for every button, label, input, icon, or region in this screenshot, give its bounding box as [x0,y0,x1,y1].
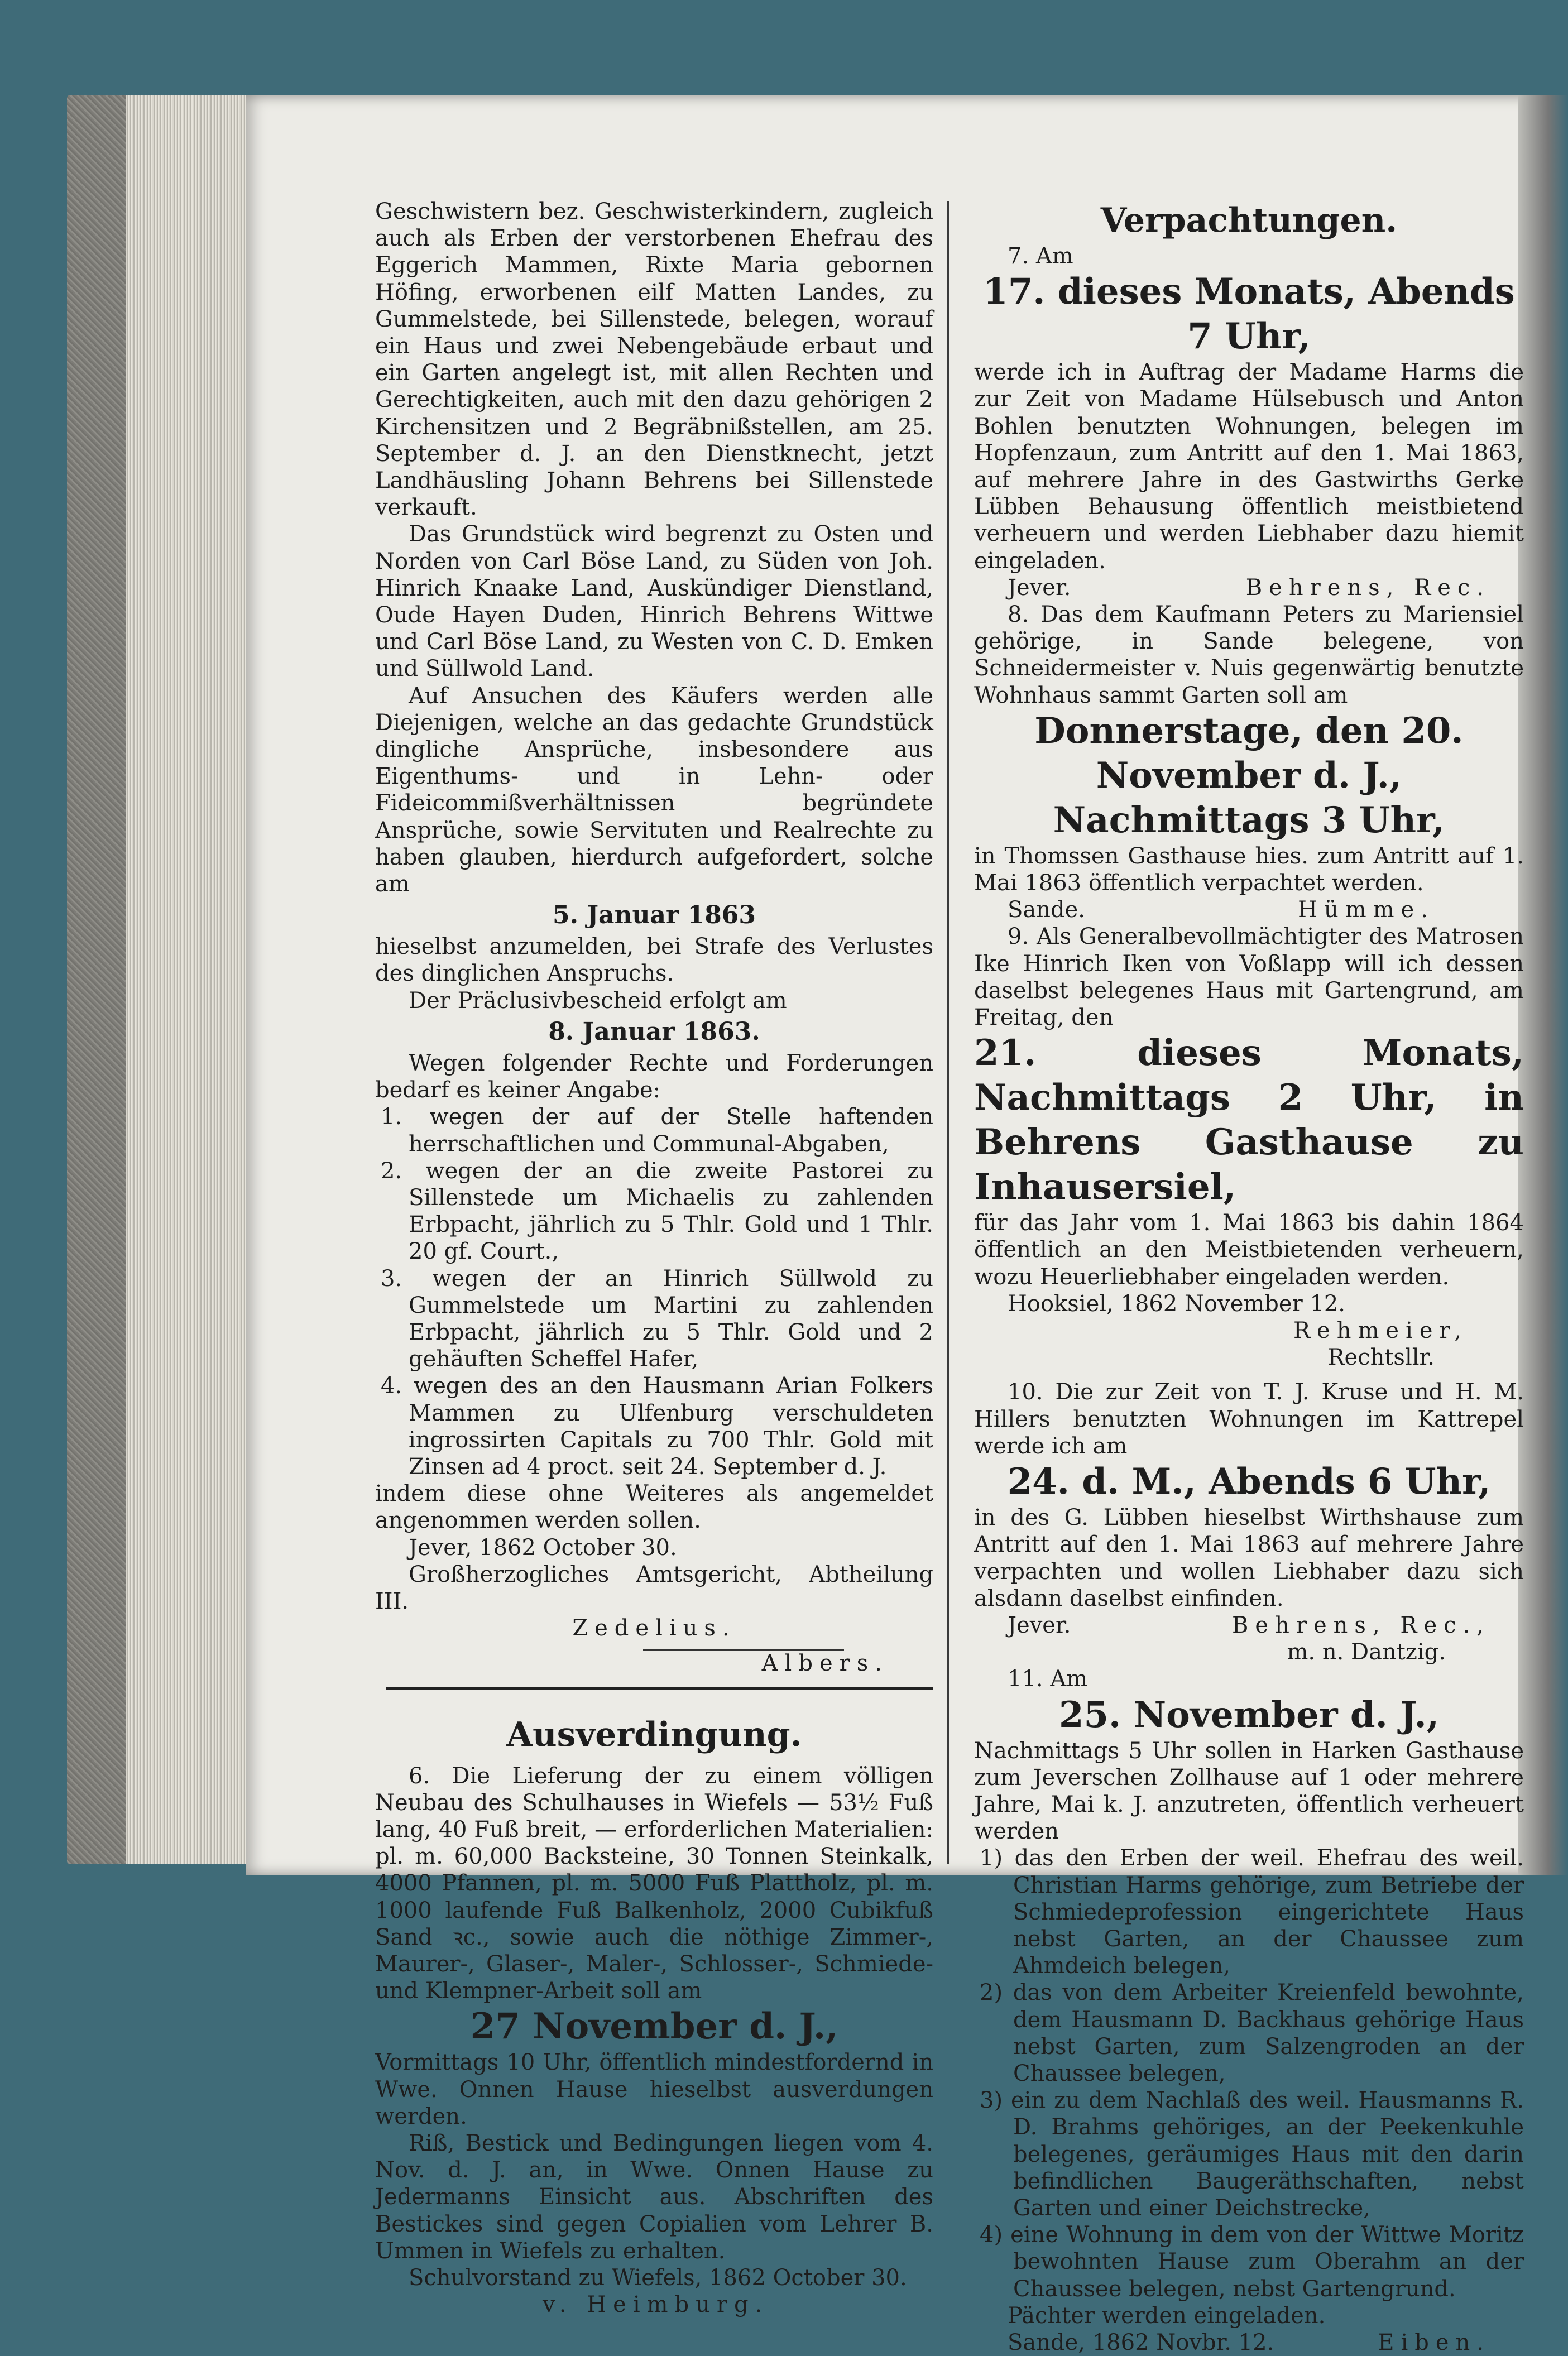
book-cover-board [67,95,134,1864]
notice-date: 8. Januar 1863. [548,1017,760,1046]
notice-date: Donnerstage, den 20. November d. J., [1034,709,1464,796]
notice-text: Vormittags 10 Uhr, öffentlich mindestfordernd in Wwe. Onnen Hause hieselbst ausverdungen werden. [375,2050,933,2129]
court-name: Großherzogliches Amtsgericht, Abtheilung III. [375,1561,933,1614]
section-heading: Ausverdingung. [506,1715,802,1754]
place-date: Schulvorstand zu Wiefels, 1862 October 30. [409,2265,907,2291]
signature-row [974,1612,1524,1639]
notice-text: 8. Das dem Kaufmann Peters zu Mariensiel gehörige, in Sande belegene, von Schneidermeister v. Nuis gegenwärtig benutzte Wohnhaus sammt Garten soll am [974,602,1524,708]
notice-text: Der Präclusivbescheid erfolgt am [409,987,787,1014]
notice-date: 24. d. M., Abends 6 Uhr, [1007,1461,1491,1503]
book-page-edges [126,95,246,1864]
column-divider [947,201,949,1864]
signature: Rehmeier, [1293,1318,1468,1344]
notice-number: 11. Am [1008,1666,1088,1692]
page-right-edge [1518,95,1568,1875]
notice-date: 17. dieses Monats, Abends 7 Uhr, [983,271,1515,358]
list-item: 3. wegen der an Hinrich Süllwold zu Gummelstede um Martini zu zahlenden Erbpacht, jährlich zu 5 Thlr. Gold und 2 gehäuften Scheffel Hafer, [381,1265,933,1373]
notice-text: Auf Ansuchen des Käufers werden alle Diejenigen, welche an das gedachte Grundstück dingliche Ansprüche, insbesondere aus Eigenthums- und in Lehn- oder Fideicommißverhältnissen begründete Ansprüche, sowie Servituten und Realrechte zu haben glauben, hierdurch aufgefordert, solche am [375,683,933,898]
signature: Behrens, Rec., [1232,1612,1490,1638]
notice-date: 27 November d. J., [470,2005,838,2048]
place: Jever. [1008,1612,1071,1638]
notice-text: Geschwistern bez. Geschwisterkindern, zugleich auch als Erben der verstorbenen Ehefrau des Eggerich Mammen, Rixte Maria gebornen Höfing, erworbenen eilf Matten Landes, zu Gummelstede, bei Sillenstede, belegen, worauf ein Haus und zwei Nebengebäude erbaut und ein Garten angelegt ist, mit allen Rechten und Gerechtigkeiten, auch mit den dazu gehörigen 2 Kirchensitzen und 2 Begräbnißstellen, am 25. September d. J. an den Dienstknecht, jetzt Landhäusling Johann Behrens bei Sillenstede verkauft. [375,199,933,521]
list-item: 4. wegen des an den Hausmann Arian Folkers Mammen zu Ulfenburg verschuldeten ingrossirten Capitals zu 700 Thlr. Gold mit Zinsen ad 4 proct. seit 24. September d. J. [381,1373,933,1480]
list-item: 2) das von dem Arbeiter Kreienfeld bewohnte, dem Hausmann D. Backhaus gehörige Haus nebst Garten, zum Salzengroden an der Chaussee belegen, [980,1980,1524,2086]
list-item: 2. wegen der an die zweite Pastorei zu Sillenstede um Michaelis zu zahlenden Erbpacht, jährlich zu 5 Thlr. Gold und 1 Thlr. 20 gf. Court., [381,1158,933,1265]
place-date: Sande, 1862 Novbr. 12. [1008,2329,1274,2355]
notice-text: Nachmittags 5 Uhr sollen in Harken Gasthause zum Jeverschen Zollhause auf 1 oder mehrere Jahre, Mai k. J. anzutreten, öffentlich verheuert werden [974,1738,1524,1845]
notice-text: Pächter werden eingeladen. [1008,2302,1326,2329]
place-date: Hooksiel, 1862 November 12. [1008,1290,1346,1317]
right-column [974,198,1524,2356]
notice-text: für das Jahr vom 1. Mai 1863 bis dahin 1864 öffentlich an den Meistbietenden verheuern, wozu Heuerliebhaber eingeladen werden. [974,1210,1524,1290]
notice-text: in Thomssen Gasthause hies. zum Antritt auf 1. Mai 1863 öffentlich verpachtet werden. [974,843,1524,896]
notice-number: 7. Am [1008,243,1073,269]
list-item: 1) das den Erben der weil. Ehefrau des weil. Christian Harms gehörige, zum Betriebe der Schmiedeprofession eingerichtete Haus nebst Garten, an der Chaussee zum Ahmdeich belegen, [980,1845,1524,1979]
list-item: 3) ein zu dem Nachlaß des weil. Hausmanns R. D. Brahms gehöriges, an der Peekenkuhle belegenes, geräumiges Haus mit den darin befindlichen Baugeräthschaften, nebst Garten und einer Deichstrecke, [980,2088,1524,2221]
place: Jever. [1008,574,1071,601]
signature: Albers. [761,1650,889,1677]
notice-text: werde ich in Auftrag der Madame Harms die zur Zeit von Madame Hülsebusch und Anton Bohlen benutzten Wohnungen, belegen im Hopfenzaun, zum Antritt auf den 1. Mai 1863, auf mehrere Jahre in des Gastwirths Gerke Lübben Behausung öffentlich meistbietend verheuern und werden Liebhaber dazu hiemit eingeladen. [974,359,1524,574]
signature: Zedelius. [572,1615,736,1642]
notice-text: Riß, Bestick und Bedingungen liegen vom 4. Nov. d. J. an, in Wwe. Onnen Hause zu Jedermanns Einsicht aus. Abschriften des Bestickes sind gegen Copialien vom Lehrer B. Ummen in Wiefels zu erhalten. [375,2131,933,2264]
place-date: Jever, 1862 October 30. [409,1534,677,1561]
notice-date: 5. Januar 1863 [552,901,756,930]
signature: Hümme. [1298,897,1435,923]
signature: Eiben. [1378,2329,1490,2355]
notice-text: 6. Die Lieferung der zu einem völligen Neubau des Schulhauses in Wiefels — 53½ Fuß lang, 40 Fuß breit, — erforderlichen Materialien: pl. m. 60,000 Backsteine, 30 Tonnen Steinkalk, 4000 Pfannen, pl. m. 5000 Fuß Plattholz, pl. m. 1000 laufende Fuß Balkenholz, 2000 Cubikfuß Sand ꝛc., sowie auch die nöthige Zimmer-, Maurer-, Glaser-, Maler-, Schlosser-, Schmiede- und Klempner-Arbeit soll am [375,1763,933,2004]
signature-title: Rechtsllr. [1327,1345,1435,1371]
section-rule [386,1687,933,1690]
notice-text: 10. Die zur Zeit von T. J. Kruse und H. M. Hillers benutzten Wohnungen im Kattrepel werde ich am [974,1379,1524,1459]
notice-text: 9. Als Generalbevollmächtigter des Matrosen Ike Hinrich Iken von Voßlapp will ich dessen daselbst belegenes Haus mit Gartengrund, am Freitag, den [974,924,1524,1031]
signature: m. n. Dantzig. [1287,1639,1446,1666]
signature: Behrens, Rec. [1245,574,1490,601]
signature-row [974,896,1524,923]
notice-date: Nachmittags 3 Uhr, [1053,799,1445,841]
notice-text: indem diese ohne Weiteres als angemeldet angenommen werden sollen. [375,1481,933,1534]
signature-row [974,2329,1524,2356]
notice-text: in des G. Lübben hieselbst Wirthshause zum Antritt auf den 1. Mai 1863 auf mehrere Jahre verpachten und wollen Liebhaber dazu sich alsdann daselbst einfinden. [974,1505,1524,1611]
notice-date: 25. November d. J., [1058,1693,1440,1736]
signature: v. Heimburg. [543,2292,769,2318]
place: Sande. [1008,897,1086,923]
notice-date: 21. dieses Monats, Nachmittags 2 Uhr, in Behrens Gasthause zu Inhausersiel, [974,1032,1524,1208]
signature-row [974,574,1524,601]
notice-text: hieselbst anzumelden, bei Strafe des Verlustes des dinglichen Anspruchs. [375,934,933,987]
notice-text: Das Grundstück wird begrenzt zu Osten und Norden von Carl Böse Land, zu Süden von Joh. Hinrich Knaake Land, Auskündiger Dienstland, Oude Hayen Duden, Hinrich Behrens Wittwe und Carl Böse Land, zu Westen von C. D. Emken und Süllwold Land. [375,521,933,682]
section-heading: Verpachtungen. [1100,201,1398,240]
notice-text: Wegen folgender Rechte und Forderungen bedarf es keiner Angabe: [375,1050,933,1103]
list-item: 1. wegen der auf der Stelle haftenden herrschaftlichen und Communal-Abgaben, [381,1104,933,1157]
left-column [375,198,933,2318]
list-item: 4) eine Wohnung in dem von der Wittwe Moritz bewohnten Hause zum Oberahm an der Chaussee belegen, nebst Gartengrund. [980,2222,1524,2302]
